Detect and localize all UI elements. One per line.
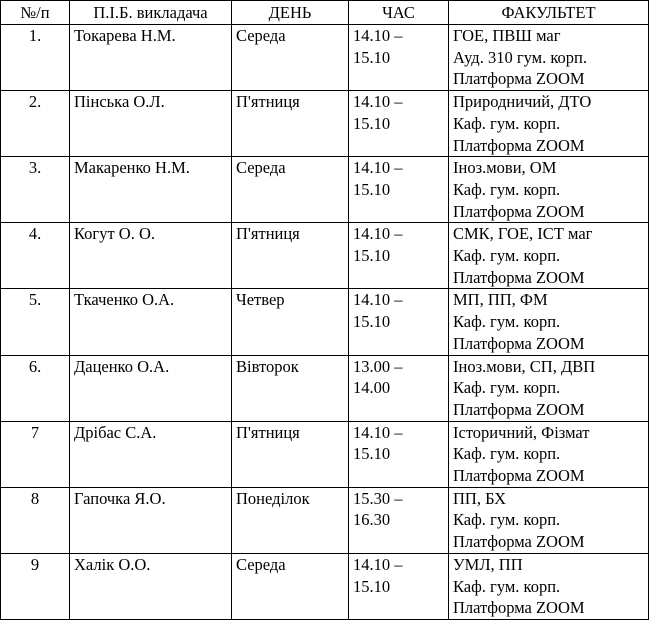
table-row bbox=[1, 223, 649, 289]
faculty bbox=[449, 223, 649, 289]
row-number: 2. bbox=[1, 91, 70, 157]
time bbox=[349, 355, 449, 421]
faculty bbox=[449, 25, 649, 91]
teacher-name: Когут О. О. bbox=[70, 223, 232, 289]
table-row bbox=[1, 91, 649, 157]
table-row bbox=[1, 553, 649, 619]
time-start: 14.10 – bbox=[353, 224, 403, 244]
row-number: 9 bbox=[1, 553, 70, 619]
faculty-location: Каф. гум. корп. bbox=[453, 444, 561, 464]
day: Середа bbox=[232, 553, 349, 619]
faculty-groups: ГОЕ, ПВШ маг bbox=[453, 26, 561, 45]
faculty-groups: УМЛ, ПП bbox=[453, 554, 523, 574]
faculty-groups: ПП, БХ bbox=[453, 488, 507, 508]
time-start: 14.10 – bbox=[353, 554, 403, 574]
time-end: 16.30 bbox=[353, 510, 391, 530]
faculty-platform: Платформа ZOOM bbox=[453, 333, 585, 353]
time bbox=[349, 289, 449, 355]
faculty-platform: Платформа ZOOM bbox=[453, 201, 585, 221]
teacher-name: Гапочка Я.О. bbox=[70, 487, 232, 553]
faculty bbox=[449, 289, 649, 355]
teacher-name: Пінська О.Л. bbox=[70, 91, 232, 157]
row-number: 6. bbox=[1, 355, 70, 421]
row-number: 4. bbox=[1, 223, 70, 289]
time-end: 15.10 bbox=[353, 444, 391, 464]
row-number: 3. bbox=[1, 157, 70, 223]
faculty-location: Каф. гум. корп. bbox=[453, 113, 561, 133]
header-number: №/п bbox=[1, 1, 70, 25]
time bbox=[349, 421, 449, 487]
time bbox=[349, 487, 449, 553]
faculty-location: Ауд. 310 гум. корп. bbox=[453, 47, 587, 67]
time bbox=[349, 223, 449, 289]
teacher-name: Халік О.О. bbox=[70, 553, 232, 619]
day: П'ятниця bbox=[232, 91, 349, 157]
time-start: 14.10 – bbox=[353, 26, 403, 45]
table-row bbox=[1, 421, 649, 487]
time bbox=[349, 553, 449, 619]
faculty bbox=[449, 487, 649, 553]
faculty-groups: Історичний, Фізмат bbox=[453, 422, 590, 442]
day: Понеділок bbox=[232, 487, 349, 553]
faculty-location: Каф. гум. корп. bbox=[453, 378, 561, 398]
faculty bbox=[449, 553, 649, 619]
faculty-location: Каф. гум. корп. bbox=[453, 576, 561, 596]
faculty-platform: Платформа ZOOM bbox=[453, 532, 585, 552]
faculty-platform: Платформа ZOOM bbox=[453, 466, 585, 486]
time-end: 14.00 bbox=[353, 378, 391, 398]
faculty-location: Каф. гум. корп. bbox=[453, 246, 561, 266]
faculty-location: Каф. гум. корп. bbox=[453, 510, 561, 530]
day: Четвер bbox=[232, 289, 349, 355]
faculty-platform: Платформа ZOOM bbox=[453, 399, 585, 419]
faculty-groups: Іноз.мови, ОМ bbox=[453, 158, 557, 178]
time-end: 15.10 bbox=[353, 47, 391, 67]
faculty-groups: МП, ПП, ФМ bbox=[453, 290, 548, 310]
time bbox=[349, 91, 449, 157]
time bbox=[349, 25, 449, 91]
faculty bbox=[449, 421, 649, 487]
faculty bbox=[449, 91, 649, 157]
time-start: 14.10 – bbox=[353, 92, 403, 112]
day: Середа bbox=[232, 25, 349, 91]
faculty bbox=[449, 157, 649, 223]
table-row bbox=[1, 289, 649, 355]
teacher-name: Макаренко Н.М. bbox=[70, 157, 232, 223]
faculty-platform: Платформа ZOOM bbox=[453, 267, 585, 287]
day: П'ятниця bbox=[232, 223, 349, 289]
time-start: 15.30 – bbox=[353, 488, 403, 508]
faculty-location: Каф. гум. корп. bbox=[453, 312, 561, 332]
time-start: 14.10 – bbox=[353, 158, 403, 178]
teacher-name: Токарева Н.М. bbox=[70, 25, 232, 91]
faculty-platform: Платформа ZOOM bbox=[453, 598, 585, 618]
time-end: 15.10 bbox=[353, 246, 391, 266]
faculty-groups: Природничий, ДТО bbox=[453, 92, 592, 112]
header-row bbox=[1, 1, 649, 25]
row-number: 1. bbox=[1, 25, 70, 91]
table-row bbox=[1, 157, 649, 223]
faculty-location: Каф. гум. корп. bbox=[453, 179, 561, 199]
time bbox=[349, 157, 449, 223]
day: Вівторок bbox=[232, 355, 349, 421]
header-day: ДЕНЬ bbox=[232, 1, 349, 25]
time-end: 15.10 bbox=[353, 113, 391, 133]
header-faculty: ФАКУЛЬТЕТ bbox=[449, 1, 649, 25]
time-end: 15.10 bbox=[353, 312, 391, 332]
faculty-platform: Платформа ZOOM bbox=[453, 69, 585, 89]
faculty-platform: Платформа ZOOM bbox=[453, 135, 585, 155]
row-number: 7 bbox=[1, 421, 70, 487]
faculty bbox=[449, 355, 649, 421]
day: П'ятниця bbox=[232, 421, 349, 487]
time-end: 15.10 bbox=[353, 179, 391, 199]
row-number: 5. bbox=[1, 289, 70, 355]
time-start: 13.00 – bbox=[353, 356, 403, 376]
teacher-name: Даценко О.А. bbox=[70, 355, 232, 421]
row-number: 8 bbox=[1, 487, 70, 553]
teacher-name: Ткаченко О.А. bbox=[70, 289, 232, 355]
time-start: 14.10 – bbox=[353, 422, 403, 442]
header-teacher-name: П.І.Б. викладача bbox=[70, 1, 232, 25]
table-row bbox=[1, 25, 649, 91]
table-row bbox=[1, 355, 649, 421]
faculty-groups: СМК, ГОЕ, ІСТ маг bbox=[453, 224, 593, 244]
faculty-groups: Іноз.мови, СП, ДВП bbox=[453, 356, 596, 376]
time-end: 15.10 bbox=[353, 576, 391, 596]
header-time: ЧАС bbox=[349, 1, 449, 25]
time-start: 14.10 – bbox=[353, 290, 403, 310]
day: Середа bbox=[232, 157, 349, 223]
table-row bbox=[1, 487, 649, 553]
teacher-name: Дрібас С.А. bbox=[70, 421, 232, 487]
